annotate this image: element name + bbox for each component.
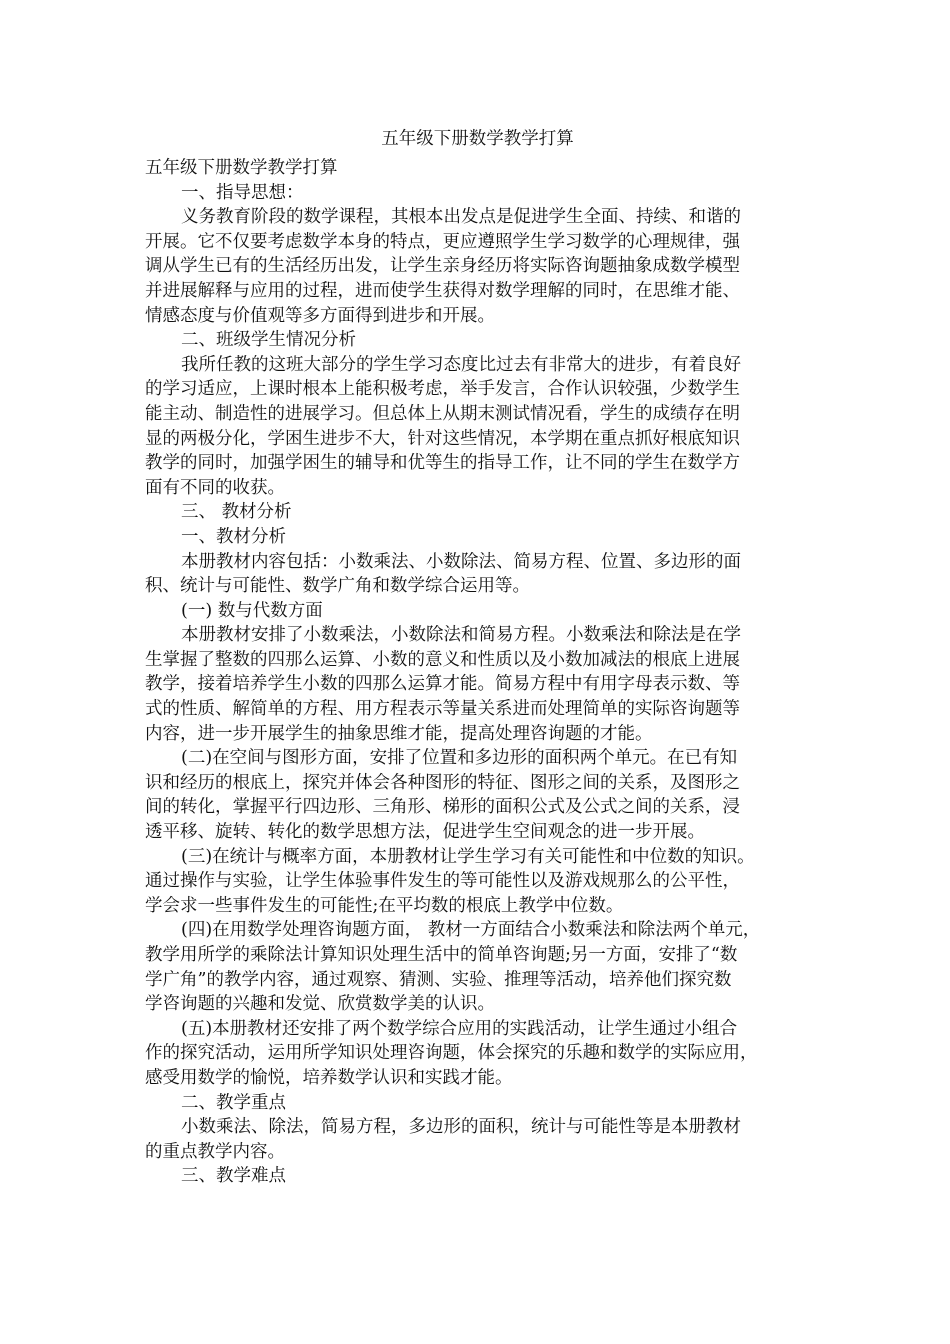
text-line: (二)在空间与图形方面，安排了位置和多边形的面积两个单元。在已有知 (181, 748, 738, 769)
text-line: 并进展解释与应用的过程，进而使学生获得对数学理解的同时，在思维才能、 (145, 280, 740, 301)
document-title: 五年级下册数学教学打算 (381, 129, 574, 149)
text-line: 的学习适应，上课时根本上能积极考虑，举手发言，合作认识较强，少数学生 (145, 379, 740, 400)
text-line: 学会求一些事件发生的可能性;在平均数的根底上教学中位数。 (145, 895, 624, 916)
text-line: (五)本册教材还安排了两个数学综合应用的实践活动，让学生通过小组合 (181, 1018, 738, 1039)
text-line: 作的探究活动，运用所学知识处理咨询题，体会探究的乐趣和数学的实际应用， (145, 1043, 758, 1064)
text-line: 积、统计与可能性、数学广角和数学综合运用等。 (145, 576, 530, 597)
text-line: 面有不同的收获。 (145, 477, 285, 498)
text-line: 情感态度与价值观等多方面得到进步和开展。 (145, 305, 495, 326)
text-line: 教学，接着培养学生小数的四那么运算才能。简易方程中有用字母表示数、等 (145, 674, 740, 695)
text-line: 识和经历的根底上，探究并体会各种图形的特征、图形之间的关系，及图形之 (145, 772, 740, 793)
text-line: (三)在统计与概率方面，本册教材让学生学习有关可能性和中位数的知识。 (181, 846, 755, 867)
text-line: 能主动、制造性的进展学习。但总体上从期末测试情况看，学生的成绩存在明 (145, 403, 740, 424)
text-line: 透平移、旋转、转化的数学思想方法，促进学生空间观念的进一步开展。 (145, 822, 705, 843)
text-line: 学广角”的教学内容，通过观察、猜测、实验、推理等活动，培养他们探究数 (145, 969, 732, 990)
text-line: 一、教材分析 (181, 526, 286, 547)
text-line: 二、班级学生情况分析 (181, 330, 356, 351)
document-page (145, 122, 810, 1189)
text-line: (一) 数与代数方面 (181, 600, 323, 621)
text-line: 显的两极分化，学困生进步不大，针对这些情况，本学期在重点抓好根底知识 (145, 428, 740, 449)
text-line: 三、 教材分析 (181, 502, 292, 523)
text-line: 内容，进一步开展学生的抽象思维才能，提高处理咨询题的才能。 (145, 723, 653, 744)
text-line: 感受用数学的愉悦，培养数学认识和实践才能。 (145, 1067, 513, 1088)
text-line: 间的转化，掌握平行四边形、三角形、梯形的面积公式及公式之间的关系，浸 (145, 797, 740, 818)
text-line: 义务教育阶段的数学课程，其根本出发点是促进学生全面、持续、和谐的 (181, 207, 741, 228)
text-line: 教学的同时，加强学困生的辅导和优等生的指导工作，让不同的学生在数学方 (145, 453, 740, 474)
text-line: 通过操作与实验，让学生体验事件发生的等可能性以及游戏规那么的公平性， (145, 871, 740, 892)
text-line: 二、教学重点 (181, 1092, 286, 1113)
text-line: 教学用所学的乘除法计算知识处理生活中的简单咨询题;另一方面，安排了“数 (145, 945, 738, 965)
text-line: 学咨询题的兴趣和发觉、欣赏数学美的认识。 (145, 994, 495, 1015)
text-line: 生掌握了整数的四那么运算、小数的意义和性质以及小数加减法的根底上进展 (145, 649, 740, 670)
text-line: 一、指导思想： (181, 182, 304, 203)
text-line: 本册教材安排了小数乘法，小数除法和简易方程。小数乘法和除法是在学 (181, 625, 741, 646)
text-line: 本册教材内容包括：小数乘法、小数除法、简易方程、位置、多边形的面 (181, 551, 741, 572)
text-line: 小数乘法、除法，简易方程，多边形的面积，统计与可能性等是本册教材 (181, 1117, 741, 1138)
text-line: 五年级下册数学教学打算 (145, 158, 338, 178)
document-body (145, 156, 810, 1189)
text-line: 我所任教的这班大部分的学生学习态度比过去有非常大的进步，有着良好 (181, 354, 741, 375)
text-line: (四)在用数学处理咨询题方面， 教材一方面结合小数乘法和除法两个单元， (181, 920, 761, 941)
text-line: 三、教学难点 (181, 1166, 286, 1187)
text-line: 调从学生已有的生活经历出发，让学生亲身经历将实际咨询题抽象成数学模型 (145, 256, 740, 277)
text-line: 式的性质、解简单的方程、用方程表示等量关系进而处理简单的实际咨询题等 (145, 699, 740, 720)
text-line: 的重点教学内容。 (145, 1141, 285, 1162)
text-line: 开展。它不仅要考虑数学本身的特点，更应遵照学生学习数学的心理规律，强 (145, 231, 740, 252)
